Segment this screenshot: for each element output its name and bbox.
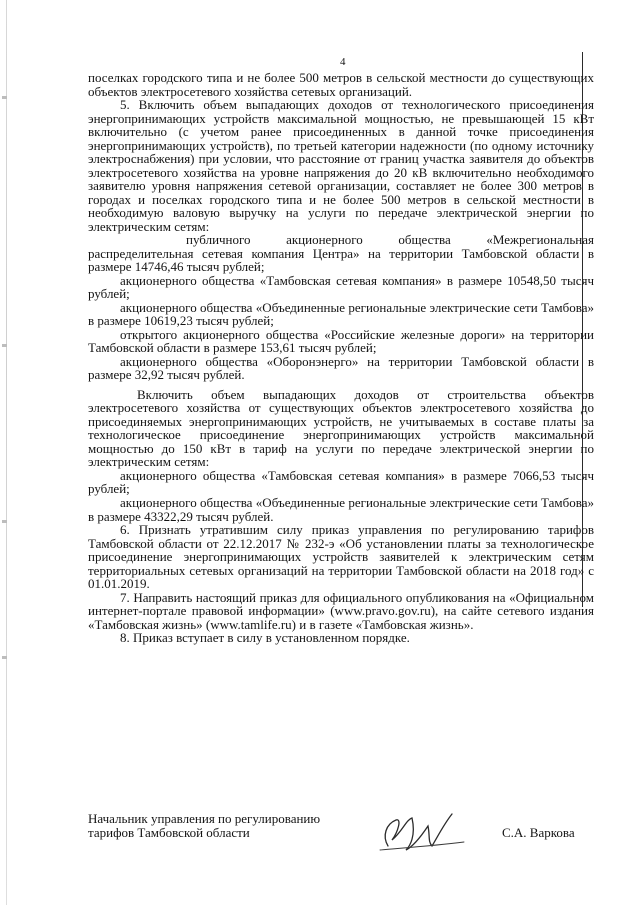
paragraph: Включить объем выпадающих доходов от строительства объектов электросетевого хозяйства от существующих объектов электросетевого хозяйства до присоединяемых энергопринимающих устройств, не учитываемых в составе платы за технологическое присоединение энергопринимающих устройств максимальной мощностью до 150 кВт в тариф на услуги по передаче электрической энергии по электрическим сетям: [88, 386, 594, 470]
document-body [88, 71, 594, 645]
paragraph: поселках городского типа и не более 500 метров в сельской местности до существующих объектов электросетевого хозяйства сетевых организаций. [88, 70, 594, 99]
scan-mark [2, 344, 7, 347]
scan-mark [2, 96, 7, 99]
paragraph: открытого акционерного общества «Российские железные дороги» на территории Тамбовской области в размере 153,61 тысяч рублей; [88, 326, 594, 356]
scan-mark [2, 520, 7, 523]
paragraph: 5. Включить объем выпадающих доходов от технологического присоединения энергопринимающих устройств максимальной мощностью, не превышающей 15 кВт включительно (с учетом ранее присоединенных в данной точке присоединения энергопринимающих устройств), по третьей категории надежности (по одному источнику электроснабжения) при условии, что расстояние от границ участка заявителя до объектов электросетевого хозяйства на уровне напряжения до 20 кВ включительно необходимого заявителю уровня напряжения сетевой организации, составляет не более 300 метров в городах и поселках городского типа и не более 500 метров в сельской местности в необходимую валовую выручку на услуги по передаче электрической энергии по электрическим сетям: [88, 97, 594, 234]
binding-edge [6, 0, 7, 905]
handwritten-signature [372, 806, 472, 858]
paragraph: 8. Приказ вступает в силу в установленном порядке. [120, 630, 410, 646]
paragraph: акционерного общества «Объединенные региональные электрические сети Тамбова» в размере 10619,23 тысяч рублей; [88, 299, 594, 329]
paragraph: акционерного общества «Тамбовская сетевая компания» в размере 7066,53 тысяч рублей; [88, 467, 594, 497]
paragraph: 6. Признать утратившим силу приказ управления по регулированию тарифов Тамбовской области от 22.12.2017 № 232-э «Об установлении платы за технологическое присоединение энергопринимающих устройств заявителей к электрическим сетям территориальных сетевых организаций на территории Тамбовской области на 2018 год» с 01.01.2019. [88, 522, 594, 592]
signatory-title [88, 812, 320, 839]
scan-mark [2, 656, 7, 659]
paragraph: акционерного общества «Оборонэнерго» на территории Тамбовской области в размере 32,92 тысяч рублей. [88, 353, 594, 383]
signatory-name: С.А. Варкова [502, 825, 575, 840]
paragraph: акционерного общества «Объединенные региональные электрические сети Тамбова» в размере 43322,29 тысяч рублей. [88, 494, 594, 524]
paragraph: 7. Направить настоящий приказ для официального опубликования на «Официальном интернет-портале правовой информации» (www.pravo.gov.ru), на сайте сетевого издания «Тамбовская жизнь» (www.tamlife.ru) и в газете «Тамбовская жизнь». [88, 589, 594, 632]
page-number: 4 [340, 56, 346, 68]
signatory-title-line: тарифов Тамбовской области [88, 824, 250, 840]
paragraph: акционерного общества «Тамбовская сетевая компания» в размере 10548,50 тысяч рублей; [88, 272, 594, 302]
paragraph: публичного акционерного общества «Межрегиональная распределительная сетевая компания Центра» на территории Тамбовской области в размере 14746,46 тысяч рублей; [88, 232, 594, 275]
signatory-title-line: Начальник управления по регулированию [88, 811, 321, 826]
